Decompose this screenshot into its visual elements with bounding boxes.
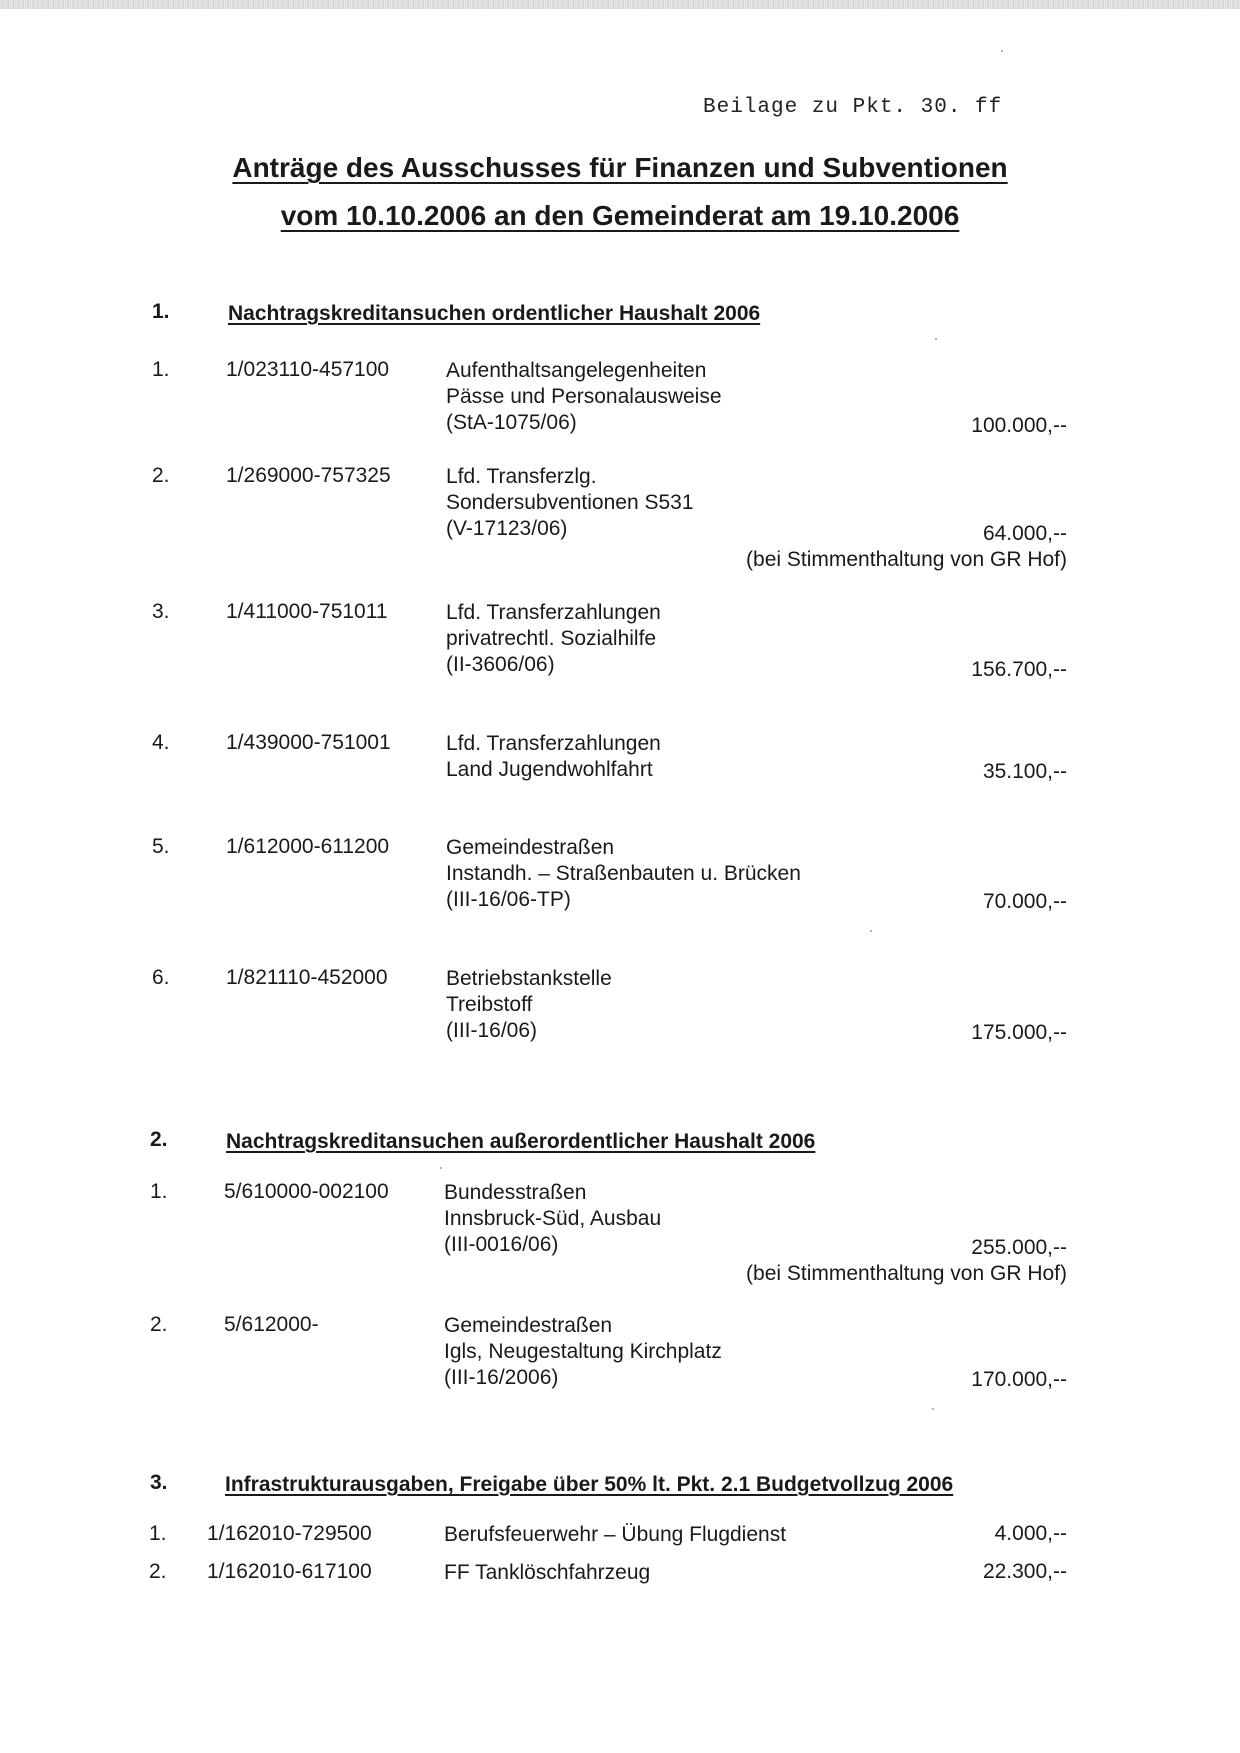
amount: 22.300,-- [982,1560,1067,1583]
description-line: Lfd. Transferzlg. [446,465,597,488]
section-number: 1. [152,300,170,323]
section-number: 3. [150,1471,168,1494]
account-code: 1/439000-751001 [226,731,391,754]
description-line: Lfd. Transferzahlungen [446,601,661,624]
item-description [446,600,661,678]
item-number: 2. [150,1313,168,1336]
section-number: 2. [150,1128,168,1151]
section-heading: Nachtragskreditansuchen ordentlicher Haushalt 2006 [228,302,761,325]
description-line: Bundesstraßen [444,1181,587,1204]
item-description [446,966,612,1044]
item-number: 2. [149,1560,167,1583]
amount: 4.000,-- [994,1522,1067,1545]
attachment-stamp: Beilage zu Pkt. 30. ff [703,96,1003,119]
description-line: (III-0016/06) [444,1233,559,1256]
account-code: 1/821110-452000 [226,966,388,989]
account-code: 5/612000- [224,1313,319,1336]
account-code: 1/612000-611200 [226,835,390,858]
description-line: Pässe und Personalausweise [446,385,722,408]
account-code: 1/269000-757325 [226,464,391,487]
item-number: 5. [152,835,170,858]
description-line: Instandh. – Straßenbauten u. Brücken [446,862,801,885]
amount: 100.000,-- [971,414,1067,437]
item-number: 4. [152,731,170,754]
item-number: 1. [149,1522,167,1545]
description-line: (StA-1075/06) [446,411,577,434]
item-description [446,731,661,783]
scan-speck [1001,50,1003,52]
abstention-note: (bei Stimmenthaltung von GR Hof) [746,548,1067,571]
amount: 175.000,-- [971,1021,1067,1044]
item-description [446,464,694,542]
amount: 156.700,-- [971,658,1067,681]
item-description [444,1560,650,1586]
description-line: Gemeindestraßen [444,1314,613,1337]
description-line: (III-16/2006) [444,1366,559,1389]
description-line: (II-3606/06) [446,653,555,676]
item-number: 1. [150,1180,168,1203]
item-description [444,1180,661,1258]
amount: 170.000,-- [971,1368,1067,1391]
item-description [446,835,801,913]
item-number: 1. [152,358,170,381]
description-line: (III-16/06-TP) [446,888,571,911]
scan-speck [932,1408,934,1410]
item-number: 6. [152,966,170,989]
description-line: Igls, Neugestaltung Kirchplatz [444,1340,722,1363]
scan-speck [935,338,937,340]
description-line: Betriebstankstelle [446,967,612,990]
description-line: Gemeindestraßen [446,836,615,859]
account-code: 1/162010-729500 [207,1522,372,1545]
document-title-line-2: vom 10.10.2006 an den Gemeinderat am 19.10.2006 [280,200,960,231]
scan-speck [870,930,872,932]
account-code: 1/023110-457100 [226,358,390,381]
amount: 35.100,-- [982,760,1067,783]
scan-edge [0,0,1240,9]
description-line: Treibstoff [446,993,533,1016]
account-code: 5/610000-002100 [224,1180,389,1203]
scan-speck [440,1167,442,1169]
item-number: 2. [152,464,170,487]
section-heading: Nachtragskreditansuchen außerordentlicher Haushalt 2006 [226,1130,816,1153]
description-line: Aufenthaltsangelegenheiten [446,359,707,382]
description-line: privatrechtl. Sozialhilfe [446,627,657,650]
item-description [444,1313,722,1391]
description-line: (V-17123/06) [446,517,568,540]
account-code: 1/162010-617100 [207,1560,372,1583]
account-code: 1/411000-751011 [226,600,388,623]
amount: 70.000,-- [982,890,1067,913]
description-line: Berufsfeuerwehr – Übung Flugdienst [444,1523,787,1546]
description-line: Lfd. Transferzahlungen [446,732,661,755]
amount: 255.000,-- [971,1236,1067,1259]
section-heading: Infrastrukturausgaben, Freigabe über 50% lt. Pkt. 2.1 Budgetvollzug 2006 [225,1473,954,1496]
item-number: 3. [152,600,170,623]
item-description [446,358,722,436]
description-line: FF Tanklöschfahrzeug [444,1561,651,1584]
document-title-line-1: Anträge des Ausschusses für Finanzen und Subventionen [232,152,1008,183]
description-line: (III-16/06) [446,1019,538,1042]
description-line: Land Jugendwohlfahrt [446,758,653,781]
item-description [444,1522,786,1548]
description-line: Innsbruck-Süd, Ausbau [444,1207,662,1230]
abstention-note: (bei Stimmenthaltung von GR Hof) [746,1262,1067,1285]
description-line: Sondersubventionen S531 [446,491,694,514]
amount: 64.000,-- [982,522,1067,545]
